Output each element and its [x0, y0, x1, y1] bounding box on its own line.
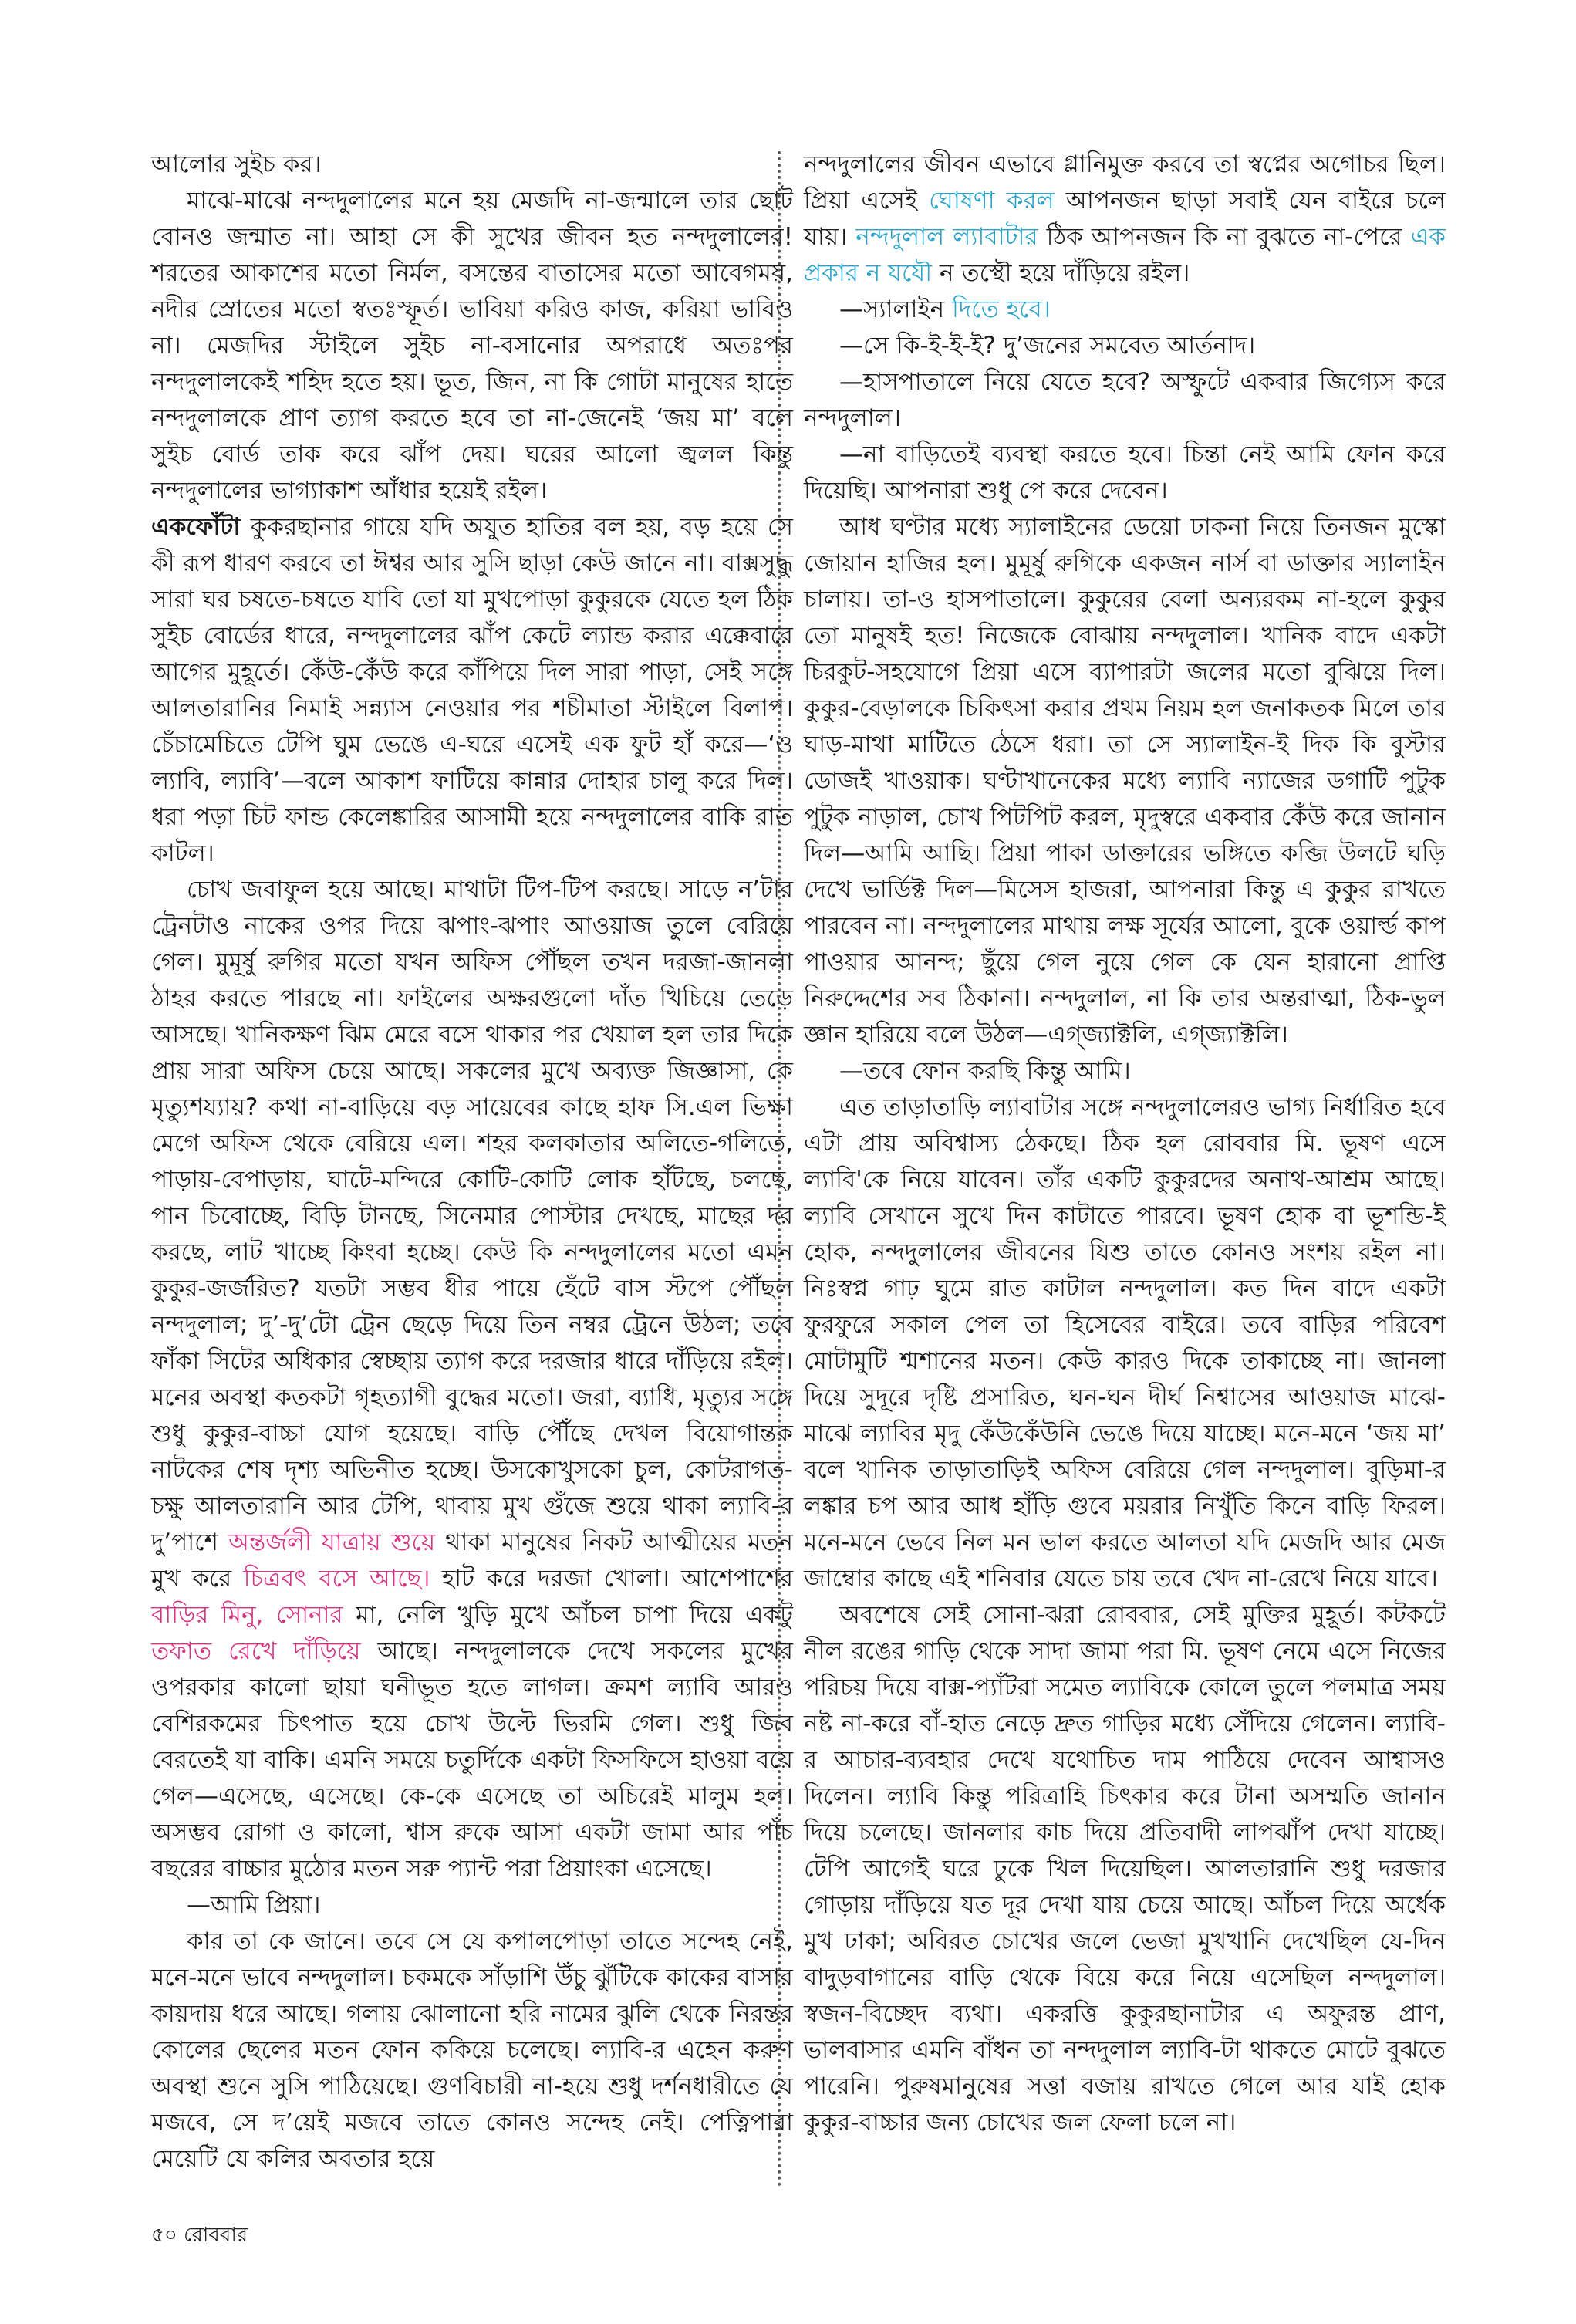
- paragraph-text: কুকরছানার গায়ে যদি অযুত হাতির বল হয়, বড় হয়ে সে কী রূপ ধারণ করবে তা ঈশ্বর আর সুসি ছাড়া কেউ জানে না। বাক্সসুদ্ধু সারা ঘর চষতে-চষতে যাবি তো যা মুখপোড়া কুকুরকে যেতে হল ঠিক সুইচ বোর্ডের ধারে, নন্দদুলালের ঝাঁপ কেটে ল্যান্ড করার এক্কেবারে আগের মুহূর্তে। কেঁউ-কেঁউ করে কাঁপিয়ে দিল সারা পাড়া, সেই সঙ্গে আলতারানির নিমাই সন্ন্যাস নেওয়ার পর শচীমাতা স্টাইলে বিলাপ। চেঁচামেচিতে টেপি ঘুম ভেঙে এ-ঘরে এসেই এক ফুট হাঁ করে—‘ও ল্যাবি, ল্যাবি’—বলে আকাশ ফাটিয়ে কান্নার দোহার চালু করে দিল। ধরা পড়া চিট ফান্ড কেলেঙ্কারির আসামী হয়ে নন্দদুলালের বাকি রাত কাটল।: [151, 513, 793, 867]
- paragraph: [804, 147, 1446, 292]
- paragraph-text: ন তস্থৌ হয়ে দাঁড়িয়ে রইল।: [932, 259, 1190, 287]
- highlighted-text: নন্দদুলাল ল্যাবাটার: [855, 223, 1038, 251]
- dialogue-line: —সে কি-ই-ই-ই? দু’জনের সমবেত আর্তনাদ।: [839, 332, 1256, 360]
- paragraph: কার তা কে জানে। তবে সে যে কপালপোড়া তাতে সন্দেহ নেই, মনে-মনে ভাবে নন্দদুলাল। চকমকে সাঁড়াশি উঁচু ঝুঁটিকে কাকের বাসার কায়দায় ধরে আছে। গলায় ঝোলানো হরি নামের ঝুলি থেকে নিরন্তর কোলের ছেলের মতন ফোন ককিয়ে চলেছে। ল্যাবি-র এহেন করুণ অবস্থা শুনে সুসি পাঠিয়েছে। গুণবিচারী না-হয়ে শুধু দর্শনধারীতে যে মজবে, সে দ’য়েই মজবে তাতে কোনও সন্দেহ নেই। পেত্নিপারা মেয়েটি যে কলির অবতার হয়ে: [151, 1927, 793, 2173]
- page-footer: [151, 2219, 248, 2253]
- column-divider: [778, 151, 781, 2188]
- left-column: [151, 147, 793, 2177]
- paragraph: অবশেষে সেই সোনা-ঝরা রোববার, সেই মুক্তির মুহূর্ত। কটকটে নীল রঙের গাড়ি থেকে সাদা জামা পরা মি. ভূষণ নেমে এসে নিজের পরিচয় দিয়ে বাক্স-প্যাঁটরা সমেত ল্যাবিকে কোলে তুলে পলমাত্র সময় নষ্ট না-করে বাঁ-হাত নেড়ে দ্রুত গাড়ির মধ্যে সেঁদিয়ে গেলেন। ল্যাবি-র আচার-ব্যবহার দেখে যথোচিত দাম পাঠিয়ে দেবেন আশ্বাসও দিলেন। ল্যাবি কিন্তু পরিত্রাহি চিৎকার করে টানা অসম্মতি জানান দিয়ে চলেছে। জানলার কাচ দিয়ে প্রতিবাদী লাপঝাঁপ দেখা যাচ্ছে। টেপি আগেই ঘরে ঢুকে খিল দিয়েছিল। আলতারানি শুধু দরজার গোড়ায় দাঁড়িয়ে যত দূর দেখা যায় চেয়ে আছে। আঁচল দিয়ে অর্ধেক মুখ ঢাকা; অবিরত চোখের জলে ভেজা মুখখানি দেখেছিল যে-দিন বাদুড়বাগানের বাড়ি থেকে বিয়ে করে নিয়ে এসেছিল নন্দদুলাল। স্বজন-বিচ্ছেদ ব্যথা। একরত্তি কুকুরছানাটার এ অফুরন্ত প্রাণ, ভালবাসার এমনি বাঁধন তা নন্দদুলাল ল্যাবি-টা থাকতে মোটে বুঝতে পারেনি। পুরুষমানুষের সত্তা বজায় রাখতে গেলে আর যাই হোক কুকুর-বাচ্চার জন্য চোখের জল ফেলা চলে না।: [804, 1601, 1446, 2137]
- highlighted-text: দিতে হবে।: [952, 296, 1051, 323]
- paragraph-text: —স্যালাইন: [839, 296, 953, 323]
- paragraph-text: থাকা মানুষের নিকট আত্মীয়ের মতন মুখ করে: [151, 1529, 794, 1593]
- paragraph: মাঝে-মাঝে নন্দদুলালের মনে হয় মেজদি না-জন্মালে তার ছোট বোনও জন্মাত না। আহা সে কী সুখের জীবন হত নন্দদুলালের! শরতের আকাশের মতো নির্মল, বসন্তের বাতাসের মতো আবেগময়, নদীর স্রোতের মতো স্বতঃস্ফূর্ত। ভাবিয়া করিও কাজ, করিয়া ভাবিও না। মেজদির স্টাইলে সুইচ না-বসানোর অপরাধে অতঃপর নন্দদুলালকেই শহিদ হতে হয়। ভূত, জিন, না কি গোটা মানুষের হাতে নন্দদুলালকে প্রাণ ত্যাগ করতে হবে তা না-জেনেই ‘জয় মা’ বলে সুইচ বোর্ড তাক করে ঝাঁপ দেয়। ঘরের আলো জ্বলল কিন্তু নন্দদুলালের ভাগ্যাকাশ আঁধার হয়েই রইল।: [151, 187, 793, 505]
- paragraph-text: হাট করে দরজা খোলা। আশেপাশের: [430, 1565, 793, 1593]
- magazine-name: রোববার: [184, 2224, 248, 2247]
- paragraph-text: আছে। নন্দদুলালকে দেখে সকলের মুখের ওপরকার কালো ছায়া ঘনীভূত হতে লাগল। ক্রমশ ল্যাবি আরও বেশিরকমের চিৎপাত হয়ে চোখ উল্টে ভিরমি গেল। শুধু জিব বেরতেই যা বাকি। এমনি সময়ে চতুর্দিকে একটা ফিসফিসে হাওয়া বয়ে গেল—এসেছে, এসেছে। কে-কে এসেছে তা অচিরেই মালুম হল। অসম্ভব রোগা ও কালো, শ্বাস রুকে আসা একটা জামা আর পাঁচ বছরের বাচ্চার মুঠোর মতন সরু প্যান্ট পরা প্রিয়াংকা এসেছে।: [151, 1637, 794, 1883]
- paragraph: আধ ঘণ্টার মধ্যে স্যালাইনের ডেয়ো ঢাকনা নিয়ে তিনজন মুস্কো জোয়ান হাজির হল। মুমূর্ষু রুগিকে একজন নার্স বা ডাক্তার স্যালাইন চালায়। তা-ও হাসপাতালে। কুকুরের বেলা অন্যরকম না-হলে কুকুর তো মানুষই হত! নিজেকে বোঝায় নন্দদুলাল। খানিক বাদে একটা চিরকুট-সহযোগে প্রিয়া এসে ব্যাপারটা জলের মতো বুঝিয়ে দিল। কুকুর-বেড়ালকে চিকিৎসা করার প্রথম নিয়ম হল জনাকতক মিলে তার ঘাড়-মাথা মাটিতে ঠেসে ধরা। তা সে স্যালাইন-ই দিক কি বুস্টার ডোজই খাওয়াক। ঘণ্টাখানেকের মধ্যে ল্যাবি ন্যাজের ডগাটি পুটুক পুটুক নাড়াল, চোখ পিটপিট করল, মৃদুস্বরে একবার কেঁউ করে জানান দিল—আমি আছি। প্রিয়া পাকা ডাক্তারের ভঙ্গিতে কব্জি উলটে ঘড়ি দেখে ভার্ডিক্ট দিল—মিসেস হাজরা, আপনারা কিন্তু এ কুকুর রাখতে পারবেন না। নন্দদুলালের মাথায় লক্ষ সূর্যের আলো, বুকে ওয়ার্ল্ড কাপ পাওয়ার আনন্দ; ছুঁয়ে গেল নুয়ে গেল কে যেন হারানো প্রাপ্তি নিরুদ্দেশের সব ঠিকানা। নন্দদুলাল, না কি তার অন্তরাত্মা, ঠিক-ভুল জ্ঞান হারিয়ে বলে উঠল—এগ্‌জ্যাক্টলি, এগ্‌জ্যাক্টলি।: [804, 513, 1446, 1049]
- page-number: ৫০: [151, 2224, 177, 2247]
- paragraph: [151, 872, 793, 1887]
- paragraph-text: মা, নেলি খুড়ি মুখে আঁচল চাপা দিয়ে একটু: [343, 1601, 793, 1629]
- highlighted-text: ঘোষণা করল: [929, 187, 1055, 214]
- highlighted-text: বাড়ির মিনু, সোনার: [151, 1601, 343, 1629]
- paragraph-text: আপনজন ছাড়া সবাই যেন বাইরে চলে যায়।: [804, 187, 1446, 251]
- paragraph-text: নন্দদুলালের জীবন এভাবে গ্লানিমুক্ত করবে তা স্বপ্নের অগোচর ছিল। প্রিয়া এসেই: [804, 150, 1446, 214]
- dialogue-line: —তবে ফোন করছি কিন্তু আমি।: [839, 1057, 1131, 1085]
- dialogue-line: —আমি প্রিয়া।: [187, 1891, 321, 1919]
- paragraph: আলোর সুইচ কর।: [151, 150, 322, 178]
- paragraph-text: ঠিক আপনজন কি না বুঝতে না-পেরে: [1038, 223, 1411, 251]
- paragraph: এত তাড়াতাড়ি ল্যাবাটার সঙ্গে নন্দদুলালেরও ভাগ্য নির্ধারিত হবে এটা প্রায় অবিশ্বাস্য ঠেকছে। ঠিক হল রোববার মি. ভূষণ এসে ল্যাবি'কে নিয়ে যাবেন। তাঁর একটি কুকুরদের অনাথ-আশ্রম আছে। ল্যাবি সেখানে সুখে দিন কাটাতে পারবে। ভূষণ হোক বা ভূশন্ডি-ই হোক, নন্দদুলালের জীবনের যিশু তাতে কোনও সংশয় রইল না। নিঃস্বপ্ন গাঢ় ঘুমে রাত কাটাল নন্দদুলাল। কত দিন বাদে একটা ফুরফুরে সকাল পেল তা হিসেবের বাইরে। তবে বাড়ির পরিবেশ মোটামুটি শ্মশানের মতন। কেউ কারও দিকে তাকাচ্ছে না। জানলা দিয়ে সুদূরে দৃষ্টি প্রসারিত, ঘন-ঘন দীর্ঘ নিশ্বাসের আওয়াজ মাঝে-মাঝে ল্যাবির মৃদু কেঁউকেঁউনি ভেঙে দিয়ে যাচ্ছে। মনে-মনে ‘জয় মা’ বলে খানিক তাড়াতাড়িই অফিস বেরিয়ে গেল নন্দদুলাল। বুড়িমা-র লঙ্কার চপ আর আধ হাঁড়ি গুবে ময়রার নিখুঁতি কিনে বাড়ি ফিরল। মনে-মনে ভেবে নিল মন ভাল করতে আলতা যদি মেজদি আর মেজ জাম্বোর কাছে এই শনিবার যেতে চায় তবে খেদ না-রেখে নিয়ে যাবে।: [804, 1093, 1446, 1593]
- paragraph: [151, 509, 793, 872]
- dialogue-line: —না বাড়িতেই ব্যবস্থা করতে হবে। চিন্তা নেই আমি ফোন করে দিয়েছি। আপনারা শুধু পে করে দেবেন।: [804, 441, 1446, 505]
- dialogue-line: [804, 292, 1446, 328]
- highlighted-text: চিত্রবৎ বসে আছে।: [243, 1565, 430, 1593]
- dialogue-line: —হাসপাতালে নিয়ে যেতে হবে? অস্ফুটে একবার জিগ্যেস করে নন্দদুলাল।: [804, 368, 1446, 432]
- bold-word: একফোঁটা: [151, 513, 241, 541]
- highlighted-text: অন্তর্জলী যাত্রায় শুয়ে: [228, 1529, 436, 1556]
- highlighted-text: তফাত রেখে দাঁড়িয়ে: [151, 1637, 361, 1665]
- paragraph-text: চোখ জবাফুল হয়ে আছে। মাথাটা টিপ-টিপ করছে। সাড়ে ন’টার ট্রেনটাও নাকের ওপর দিয়ে ঝপাং-ঝপাং আওয়াজ তুলে বেরিয়ে গেল। মুমূর্ষু রুগির মতো যখন অফিস পৌঁছল তখন দরজা-জানলা ঠাহর করতে পারছে না। ফাইলের অক্ষরগুলো দাঁত খিচিয়ে তেড়ে আসছে। খানিকক্ষণ ঝিম মেরে বসে থাকার পর খেয়াল হল তার দিকে প্রায় সারা অফিস চেয়ে আছে। সকলের মুখে অব্যক্ত জিজ্ঞাসা, কে মৃত্যুশয্যায়? কথা না-বাড়িয়ে বড় সায়েবের কাছে হাফ সি.এল ভিক্ষা মেগে অফিস থেকে বেরিয়ে এল। শহর কলকাতার অলিতে-গলিতে, পাড়ায়-বেপাড়ায়, ঘাটে-মন্দিরে কোটি-কোটি লোক হাঁটছে, চলছে, পান চিবোচ্ছে, বিড়ি টানছে, সিনেমার পোস্টার দেখছে, মাছের দর করছে, লাট খাচ্ছে কিংবা হচ্ছে। কেউ কি নন্দদুলালের মতো এমন কুকুর-জর্জরিত? যতটা সম্ভব ধীর পায়ে হেঁটে বাস স্টপে পৌঁছল নন্দদুলাল; দু’-দু’টো ট্রেন ছেড়ে দিয়ে তিন নম্বর ট্রেনে উঠল; তবে ফাঁকা সিটের অধিকার স্বেচ্ছায় ত্যাগ করে দরজার ধারে দাঁড়িয়ে রইল। মনের অবস্থা কতকটা গৃহত্যাগী বুদ্ধের মতো। জরা, ব্যাধি, মৃত্যুর সঙ্গে শুধু কুকুর-বাচ্চা যোগ হয়েছে। বাড়ি পৌঁছে দেখল বিয়োগান্তক নাটকের শেষ দৃশ্য অভিনীত হচ্ছে। উসকোখুসকো চুল, কোটরাগত-চক্ষু আলতারানি আর টেপি, থাবায় মুখ গুঁজে শুয়ে থাকা ল্যাবি-র দু’পাশে: [151, 876, 793, 1556]
- right-column: [804, 147, 1446, 2141]
- highlighted-text: এক প্রকার ন যযৌ: [804, 223, 1446, 287]
